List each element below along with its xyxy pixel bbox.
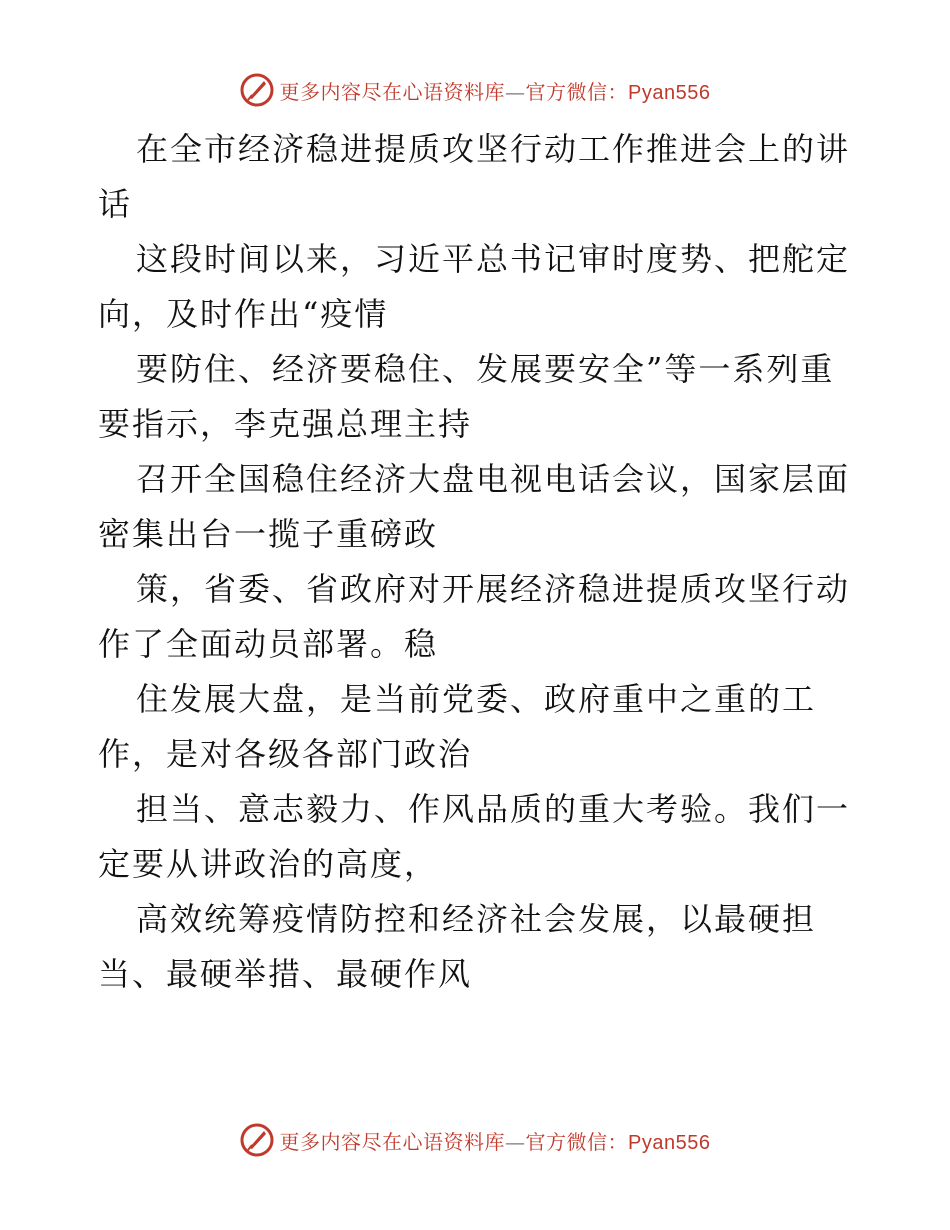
footer-watermark xyxy=(0,1120,950,1160)
text-line: 作了全面动员部署。稳 xyxy=(98,625,439,663)
text-line: 策，省委、省政府对开展经济稳进提质攻坚行动 xyxy=(136,570,851,608)
text-line: 当、最硬举措、最硬作风 xyxy=(98,955,473,993)
text-line: 密集出台一揽子重磅政 xyxy=(98,515,439,553)
text-line: 住发展大盘，是当前党委、政府重中之重的工 xyxy=(136,680,817,718)
text-line: 话 xyxy=(98,185,133,223)
feather-pen-logo-icon xyxy=(240,73,274,107)
text-line: 召开全国稳住经济大盘电视电话会议，国家层面 xyxy=(136,460,851,498)
document-body xyxy=(98,122,858,1002)
text-line: 作，是对各级各部门政治 xyxy=(98,735,473,773)
header-watermark xyxy=(0,70,950,110)
feather-pen-logo-icon xyxy=(240,1123,274,1157)
text-line: 要防住、经济要稳住、发展要安全”等一系列重 xyxy=(136,350,835,388)
text-line: 这段时间以来，习近平总书记审时度势、把舵定 xyxy=(136,240,851,278)
text-line: 向，及时作出“疫情 xyxy=(98,295,389,333)
watermark-text: 更多内容尽在心语资料库—官方微信：Pyan556 xyxy=(279,79,711,104)
text-line: 担当、意志毅力、作风品质的重大考验。我们一 xyxy=(136,790,851,828)
text-line: 定要从讲政治的高度， xyxy=(98,845,439,883)
text-line: 要指示，李克强总理主持 xyxy=(98,405,473,443)
text-line: 在全市经济稳进提质攻坚行动工作推进会上的讲 xyxy=(136,130,851,168)
text-line: 高效统筹疫情防控和经济社会发展，以最硬担 xyxy=(136,900,817,938)
watermark-text: 更多内容尽在心语资料库—官方微信：Pyan556 xyxy=(279,1129,711,1154)
